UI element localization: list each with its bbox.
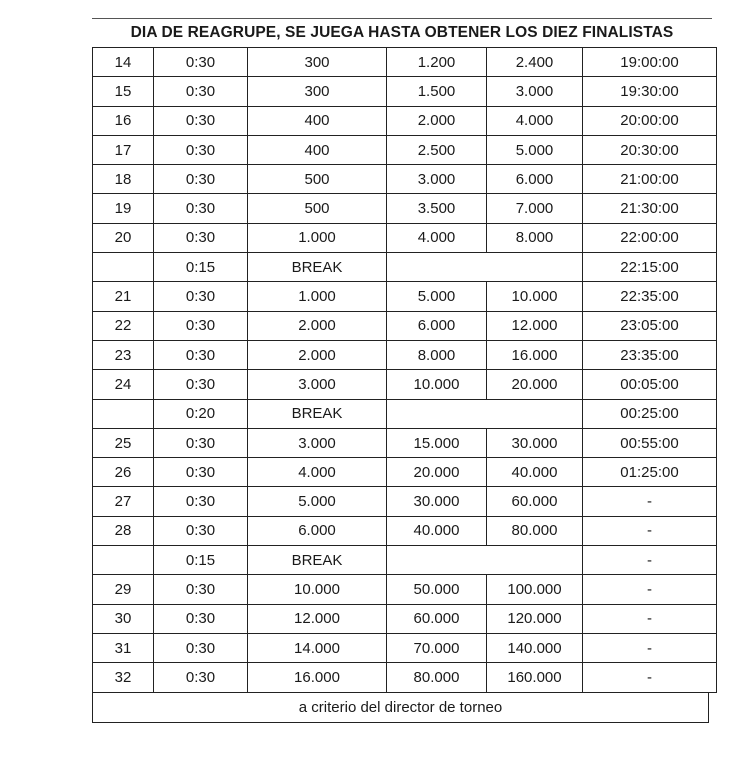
duration-cell: 0:30 xyxy=(154,106,248,135)
big-blind-cell: 60.000 xyxy=(387,604,487,633)
start-time-cell: 00:25:00 xyxy=(583,399,717,428)
big-blind-cell: 50.000 xyxy=(387,575,487,604)
level-cell xyxy=(93,546,154,575)
duration-cell: 0:30 xyxy=(154,165,248,194)
start-time-cell: 20:30:00 xyxy=(583,135,717,164)
start-time-cell: 21:30:00 xyxy=(583,194,717,223)
big-blind-cell: 1.200 xyxy=(387,48,487,77)
duration-cell: 0:30 xyxy=(154,311,248,340)
small-blind-cell: 2.000 xyxy=(248,340,387,369)
ante-cell: 7.000 xyxy=(487,194,583,223)
big-blind-cell: 2.000 xyxy=(387,106,487,135)
level-cell xyxy=(93,399,154,428)
table-row xyxy=(93,106,717,135)
table-row xyxy=(93,663,717,692)
duration-cell: 0:30 xyxy=(154,370,248,399)
big-blind-cell: 40.000 xyxy=(387,516,487,545)
ante-cell: 5.000 xyxy=(487,135,583,164)
small-blind-cell: 1.000 xyxy=(248,223,387,252)
start-time-cell: - xyxy=(583,604,717,633)
level-cell: 17 xyxy=(93,135,154,164)
big-blind-cell: 3.500 xyxy=(387,194,487,223)
duration-cell: 0:30 xyxy=(154,604,248,633)
start-time-cell: 22:35:00 xyxy=(583,282,717,311)
blind-schedule-sheet xyxy=(92,18,712,723)
duration-cell: 0:30 xyxy=(154,194,248,223)
small-blind-cell: 12.000 xyxy=(248,604,387,633)
big-blind-cell: 3.000 xyxy=(387,165,487,194)
start-time-cell: 22:00:00 xyxy=(583,223,717,252)
table-row xyxy=(93,282,717,311)
small-blind-cell: 2.000 xyxy=(248,311,387,340)
level-cell: 16 xyxy=(93,106,154,135)
ante-cell: 80.000 xyxy=(487,516,583,545)
level-cell: 25 xyxy=(93,428,154,457)
big-blind-cell: 15.000 xyxy=(387,428,487,457)
duration-cell: 0:30 xyxy=(154,458,248,487)
small-blind-cell: BREAK xyxy=(248,546,387,575)
table-row xyxy=(93,604,717,633)
level-cell: 32 xyxy=(93,663,154,692)
small-blind-cell: 1.000 xyxy=(248,282,387,311)
big-blind-cell: 4.000 xyxy=(387,223,487,252)
start-time-cell: 23:05:00 xyxy=(583,311,717,340)
table-row xyxy=(93,575,717,604)
duration-cell: 0:30 xyxy=(154,633,248,662)
small-blind-cell: 10.000 xyxy=(248,575,387,604)
table-row xyxy=(93,340,717,369)
ante-cell: 30.000 xyxy=(487,428,583,457)
start-time-cell: - xyxy=(583,633,717,662)
small-blind-cell: 6.000 xyxy=(248,516,387,545)
duration-cell: 0:30 xyxy=(154,663,248,692)
small-blind-cell: 16.000 xyxy=(248,663,387,692)
level-cell xyxy=(93,253,154,282)
big-blind-cell: 2.500 xyxy=(387,135,487,164)
ante-cell: 120.000 xyxy=(487,604,583,633)
table-row xyxy=(93,77,717,106)
small-blind-cell: 300 xyxy=(248,77,387,106)
start-time-cell: - xyxy=(583,546,717,575)
small-blind-cell: 400 xyxy=(248,106,387,135)
duration-cell: 0:30 xyxy=(154,487,248,516)
schedule-title: DIA DE REAGRUPE, SE JUEGA HASTA OBTENER LOS DIEZ FINALISTAS xyxy=(92,18,712,47)
start-time-cell: - xyxy=(583,575,717,604)
level-cell: 27 xyxy=(93,487,154,516)
duration-cell: 0:30 xyxy=(154,223,248,252)
ante-cell: 140.000 xyxy=(487,633,583,662)
table-row xyxy=(93,194,717,223)
big-blind-cell: 80.000 xyxy=(387,663,487,692)
ante-cell: 8.000 xyxy=(487,223,583,252)
table-row xyxy=(93,458,717,487)
start-time-cell: 20:00:00 xyxy=(583,106,717,135)
big-blind-cell: 20.000 xyxy=(387,458,487,487)
ante-cell: 100.000 xyxy=(487,575,583,604)
duration-cell: 0:30 xyxy=(154,282,248,311)
ante-cell xyxy=(487,253,583,282)
table-row xyxy=(93,253,717,282)
small-blind-cell: 500 xyxy=(248,194,387,223)
table-row xyxy=(93,48,717,77)
level-cell: 19 xyxy=(93,194,154,223)
small-blind-cell: 14.000 xyxy=(248,633,387,662)
big-blind-cell xyxy=(387,399,487,428)
start-time-cell: 23:35:00 xyxy=(583,340,717,369)
ante-cell: 20.000 xyxy=(487,370,583,399)
level-cell: 28 xyxy=(93,516,154,545)
big-blind-cell: 5.000 xyxy=(387,282,487,311)
big-blind-cell: 70.000 xyxy=(387,633,487,662)
level-cell: 14 xyxy=(93,48,154,77)
level-cell: 15 xyxy=(93,77,154,106)
ante-cell: 4.000 xyxy=(487,106,583,135)
table-row xyxy=(93,399,717,428)
ante-cell: 3.000 xyxy=(487,77,583,106)
table-row xyxy=(93,546,717,575)
blind-structure-table xyxy=(92,47,717,693)
ante-cell xyxy=(487,546,583,575)
start-time-cell: 21:00:00 xyxy=(583,165,717,194)
big-blind-cell: 10.000 xyxy=(387,370,487,399)
table-row xyxy=(93,135,717,164)
duration-cell: 0:30 xyxy=(154,516,248,545)
duration-cell: 0:30 xyxy=(154,77,248,106)
table-row xyxy=(93,633,717,662)
big-blind-cell: 30.000 xyxy=(387,487,487,516)
ante-cell: 40.000 xyxy=(487,458,583,487)
ante-cell: 12.000 xyxy=(487,311,583,340)
duration-cell: 0:15 xyxy=(154,546,248,575)
ante-cell xyxy=(487,399,583,428)
big-blind-cell xyxy=(387,253,487,282)
small-blind-cell: 500 xyxy=(248,165,387,194)
level-cell: 30 xyxy=(93,604,154,633)
duration-cell: 0:30 xyxy=(154,340,248,369)
duration-cell: 0:20 xyxy=(154,399,248,428)
duration-cell: 0:30 xyxy=(154,575,248,604)
start-time-cell: 19:30:00 xyxy=(583,77,717,106)
small-blind-cell: BREAK xyxy=(248,399,387,428)
ante-cell: 10.000 xyxy=(487,282,583,311)
small-blind-cell: BREAK xyxy=(248,253,387,282)
ante-cell: 160.000 xyxy=(487,663,583,692)
level-cell: 18 xyxy=(93,165,154,194)
start-time-cell: 00:05:00 xyxy=(583,370,717,399)
ante-cell: 16.000 xyxy=(487,340,583,369)
level-cell: 20 xyxy=(93,223,154,252)
small-blind-cell: 300 xyxy=(248,48,387,77)
big-blind-cell: 6.000 xyxy=(387,311,487,340)
small-blind-cell: 3.000 xyxy=(248,428,387,457)
start-time-cell: - xyxy=(583,663,717,692)
small-blind-cell: 3.000 xyxy=(248,370,387,399)
level-cell: 29 xyxy=(93,575,154,604)
ante-cell: 2.400 xyxy=(487,48,583,77)
start-time-cell: - xyxy=(583,487,717,516)
table-row xyxy=(93,428,717,457)
level-cell: 22 xyxy=(93,311,154,340)
small-blind-cell: 400 xyxy=(248,135,387,164)
start-time-cell: 01:25:00 xyxy=(583,458,717,487)
small-blind-cell: 5.000 xyxy=(248,487,387,516)
start-time-cell: 22:15:00 xyxy=(583,253,717,282)
level-cell: 24 xyxy=(93,370,154,399)
duration-cell: 0:30 xyxy=(154,48,248,77)
big-blind-cell: 8.000 xyxy=(387,340,487,369)
start-time-cell: 00:55:00 xyxy=(583,428,717,457)
duration-cell: 0:15 xyxy=(154,253,248,282)
level-cell: 26 xyxy=(93,458,154,487)
table-row xyxy=(93,223,717,252)
duration-cell: 0:30 xyxy=(154,135,248,164)
footer-note: a criterio del director de torneo xyxy=(92,693,709,723)
level-cell: 31 xyxy=(93,633,154,662)
table-row xyxy=(93,370,717,399)
table-row xyxy=(93,165,717,194)
level-cell: 21 xyxy=(93,282,154,311)
level-cell: 23 xyxy=(93,340,154,369)
big-blind-cell xyxy=(387,546,487,575)
table-row xyxy=(93,487,717,516)
small-blind-cell: 4.000 xyxy=(248,458,387,487)
start-time-cell: - xyxy=(583,516,717,545)
table-row xyxy=(93,516,717,545)
ante-cell: 60.000 xyxy=(487,487,583,516)
table-row xyxy=(93,311,717,340)
start-time-cell: 19:00:00 xyxy=(583,48,717,77)
duration-cell: 0:30 xyxy=(154,428,248,457)
ante-cell: 6.000 xyxy=(487,165,583,194)
big-blind-cell: 1.500 xyxy=(387,77,487,106)
